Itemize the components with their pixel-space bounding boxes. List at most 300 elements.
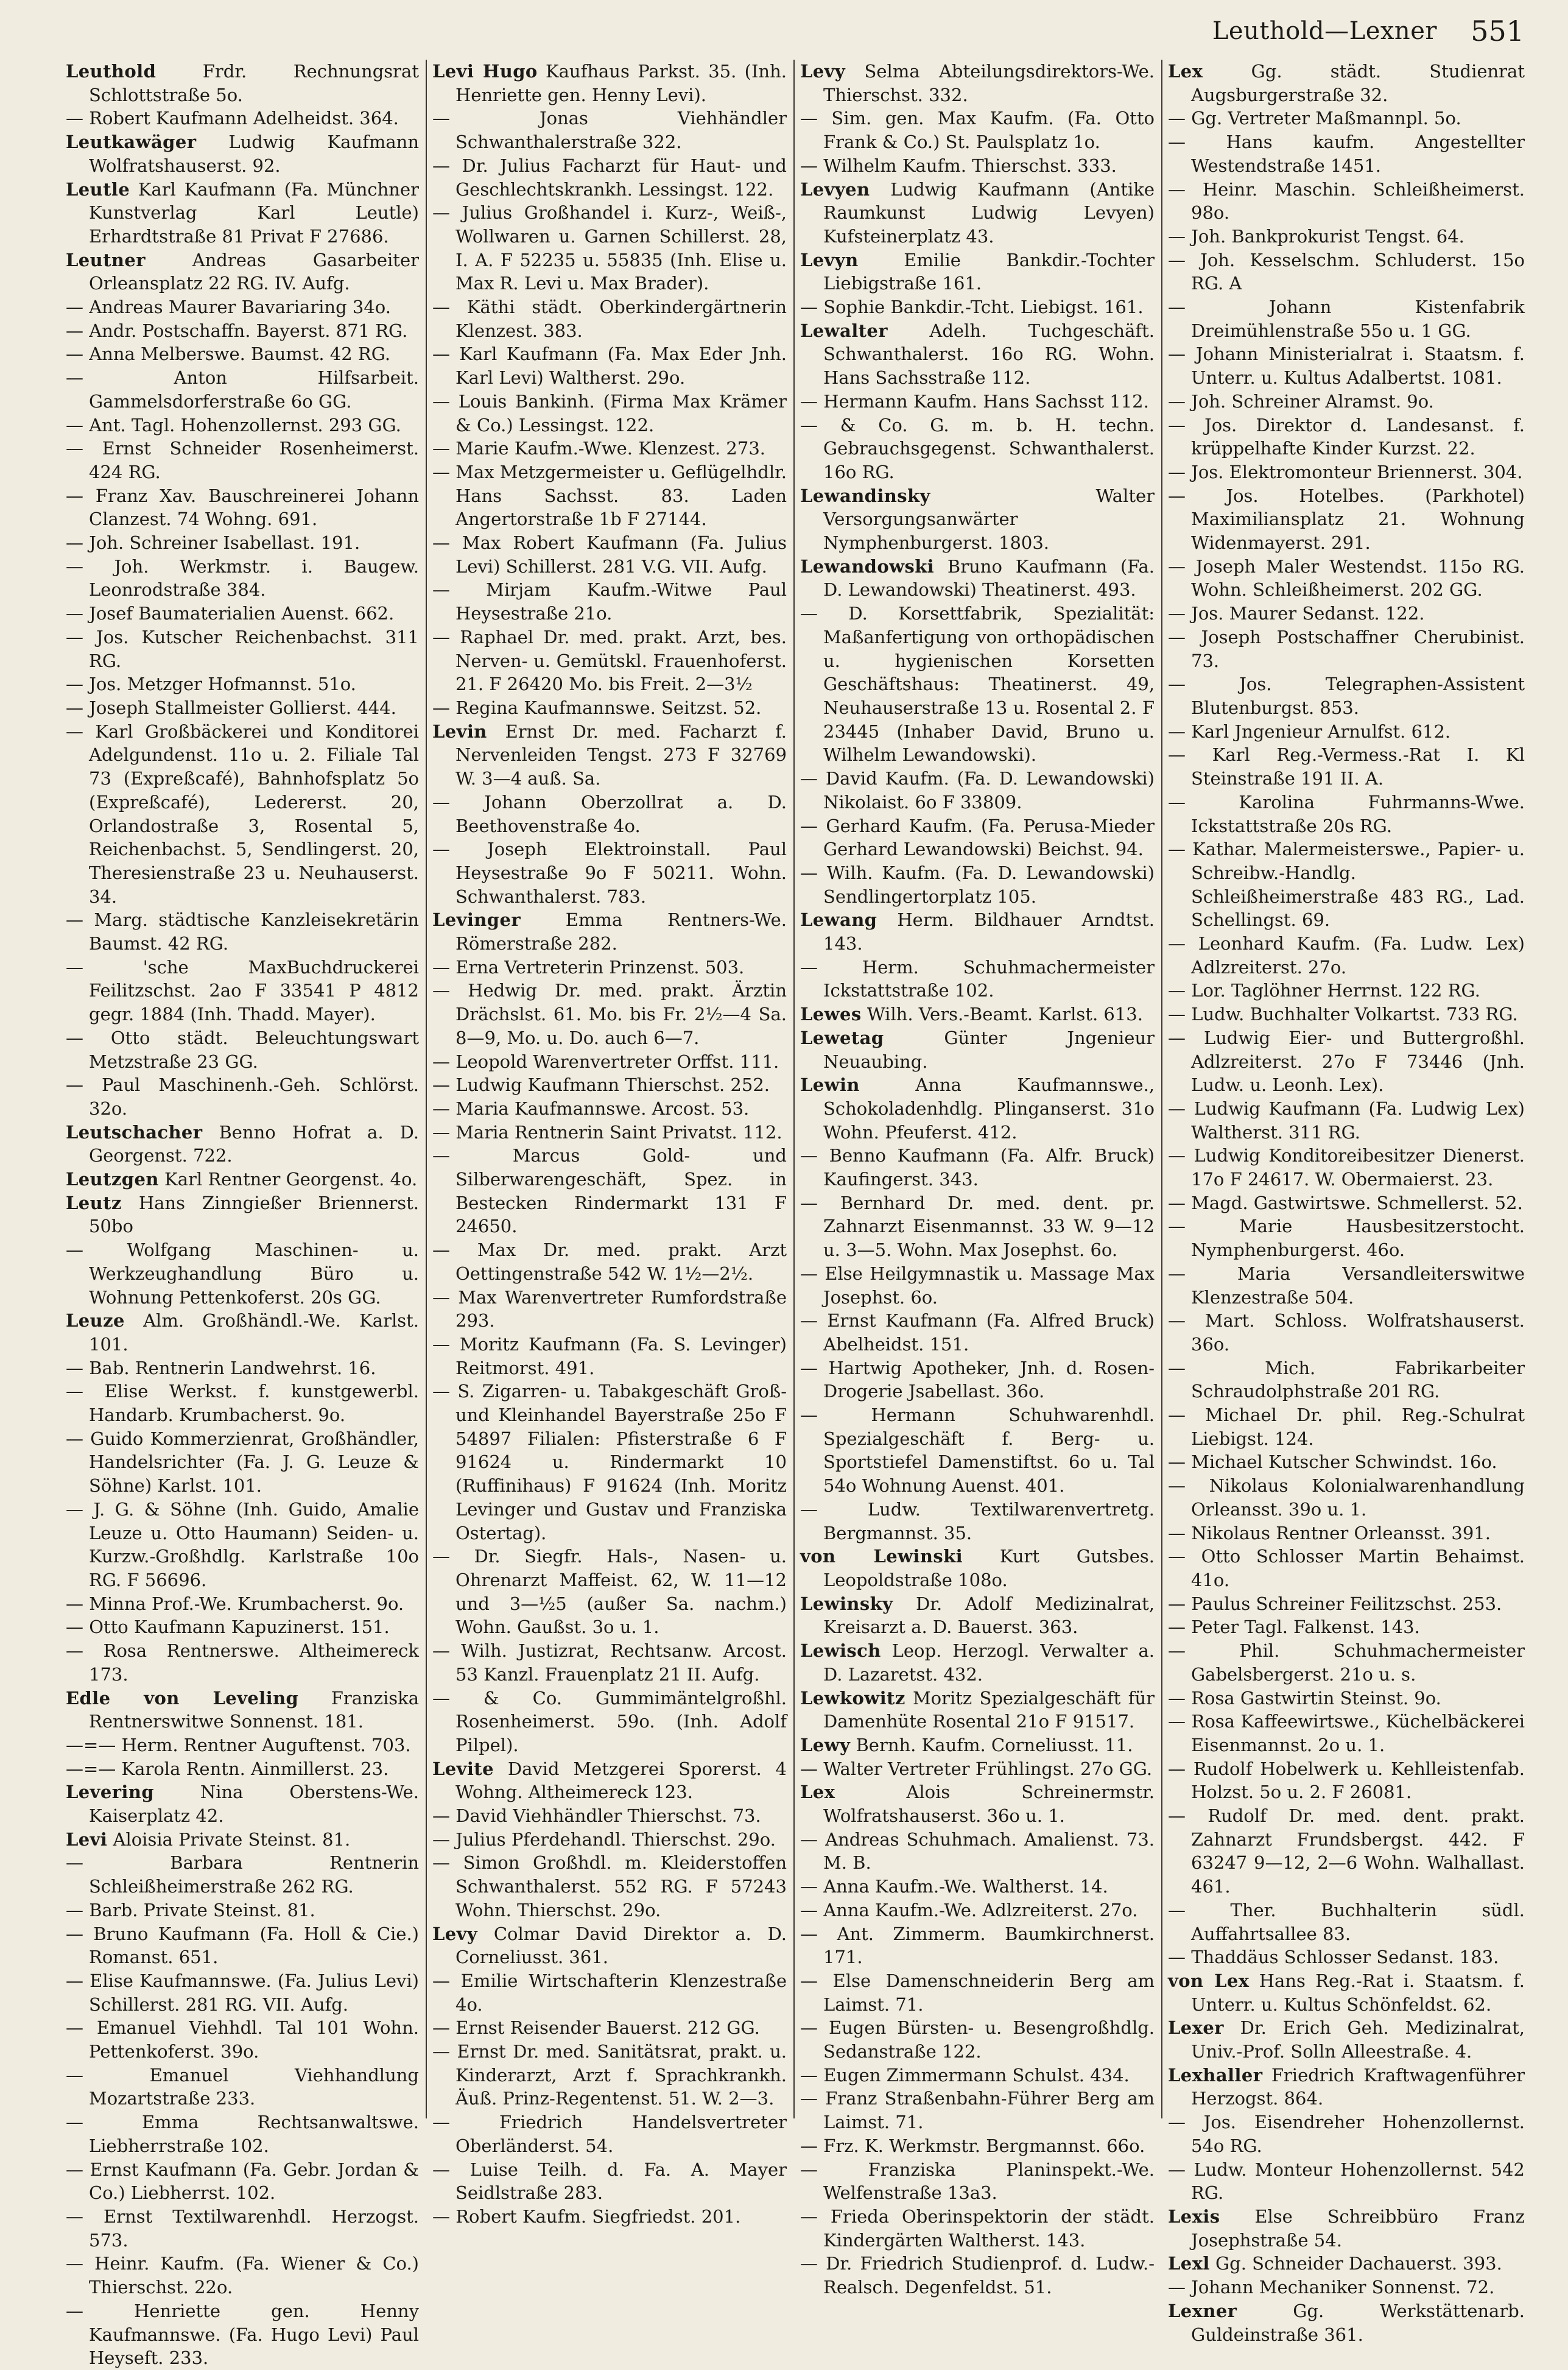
- directory-entry: [432, 1286, 787, 1333]
- entry-details: — Elise Werkst. f. kunstgewerbl. Handarb. Krumbacherst. 9o.: [66, 1381, 419, 1426]
- entry-details: — Maria Rentnerin Saint Privatst. 112.: [432, 1121, 782, 1143]
- entry-surname: Levy: [800, 61, 846, 82]
- running-title: Leuthold—Lexner: [1212, 17, 1437, 45]
- entry-surname: Lexis: [1168, 2206, 1220, 2227]
- directory-entry: [1168, 460, 1525, 484]
- entry-details: — Franz Straßenbahn-Führer Berg am Laimst. 71.: [800, 2088, 1155, 2133]
- directory-entry: [1168, 1757, 1525, 1804]
- entry-details: Bruno Kaufmann (Fa. D. Lewandowski) Theatinerst. 493.: [823, 555, 1155, 601]
- entry-surname: Edle von Leveling: [66, 1687, 299, 1709]
- directory-entry: [800, 1899, 1155, 1922]
- directory-entry: [1168, 1003, 1525, 1026]
- directory-entry: [800, 414, 1155, 484]
- entry-details: — Dr. Friedrich Studienprof. d. Ludw.-Realsch. Degenfeldst. 51.: [800, 2253, 1155, 2298]
- entry-surname: Lewinsky: [800, 1593, 893, 1614]
- entry-details: — S. Zigarren- u. Tabakgeschäft Groß- und Kleinhandel Bayerstraße 25o F 54897 Filialen: Pfisterstraße 6 F 91624 u. Rindermarkt 10 (Ruffinihaus) F 91624 (Inh. Moritz Levinger und Gustav und Franziska Ostertag).: [432, 1381, 787, 1543]
- entry-surname: Leutz: [66, 1192, 122, 1213]
- entry-details: Frdr. Rechnungsrat Schlottstraße 5o.: [89, 61, 419, 105]
- entry-details: — Ernst Kaufmann (Fa. Alfred Bruck) Abelheidst. 151.: [800, 1310, 1155, 1355]
- entry-details: David Metzgerei Sporerst. 4 Wohng. Altheimereck 123.: [455, 1758, 787, 1803]
- entry-details: — Käthi städt. Oberkindergärtnerin Klenzest. 383.: [432, 297, 787, 341]
- entry-details: — D. Korsettfabrik, Spezialität: Maßanfertigung von orthopädischen u. hygienischen Korsetten Geschäftshaus: Theatinerst. 49, Neuhauserstraße 13 u. Rosental 2. F 23445 (Inhaber David, Bruno u. Wilhelm Lewandowski).: [800, 603, 1155, 766]
- entry-details: Emilie Bankdir.-Tochter Liebigstraße 161.: [823, 249, 1155, 294]
- entry-details: — Hermann Schuhwarenhdl. Spezialgeschäft f. Berg- u. Sportstiefel Damenstiftst. 6o u. Tal 54o Wohnung Auenst. 401.: [800, 1405, 1155, 1497]
- directory-entry: [66, 555, 419, 602]
- column-divider: [793, 60, 795, 2118]
- directory-entry: [1168, 743, 1525, 790]
- page-header: [0, 9, 1568, 55]
- entry-surname: Leuze: [66, 1310, 125, 1331]
- entry-surname: Leutner: [66, 249, 146, 270]
- directory-entry: [1168, 342, 1525, 389]
- directory-entry: [66, 531, 419, 555]
- entry-details: Karl Rentner Georgenst. 4o.: [164, 1169, 418, 1190]
- entry-details: — Gg. Vertreter Maßmannpl. 5o.: [1168, 108, 1461, 129]
- entry-details: — Marg. städtische Kanzleisekretärin Baumst. 42 RG.: [66, 909, 419, 954]
- directory-entry: [432, 2205, 787, 2229]
- entry-details: — Thaddäus Schlosser Sedanst. 183.: [1168, 1947, 1499, 1968]
- directory-entry: [432, 720, 787, 791]
- column-divider: [426, 60, 427, 2118]
- entry-details: — Rudolf Dr. med. dent. prakt. Zahnarzt Frundsbergst. 442. F 63247 9—12, 2—6 Wohn. Walhallast. 461.: [1168, 1805, 1525, 1897]
- directory-entry: [66, 1380, 419, 1427]
- directory-entry: [66, 956, 419, 1026]
- directory-entry: [1168, 295, 1525, 342]
- entry-surname: Levinger: [432, 909, 521, 931]
- directory-entry: [1168, 2111, 1525, 2157]
- entry-details: — Benno Kaufmann (Fa. Alfr. Bruck) Kaufingerst. 343.: [800, 1145, 1155, 1190]
- directory-entry: [432, 2111, 787, 2157]
- entry-details: — Jos. Direktor d. Landesanst. f. krüppelhafte Kinder Kurzst. 22.: [1168, 414, 1525, 459]
- directory-entry: [66, 342, 419, 366]
- directory-entry: [1168, 225, 1525, 249]
- entry-surname: Levyn: [800, 249, 859, 270]
- directory-entry: [800, 107, 1155, 153]
- entry-surname: Levering: [66, 1782, 154, 1803]
- directory-entry: [432, 1757, 787, 1804]
- directory-entry: [432, 107, 787, 153]
- entry-details: — Joseph Stallmeister Gollierst. 444.: [66, 697, 396, 718]
- entry-details: — Henriette gen. Henny Kaufmannswe. (Fa. Hugo Levi) Paul Heyseft. 233.: [66, 2300, 419, 2369]
- entry-details: Walter Versorgungsanwärter Nymphenburgerst. 1803.: [823, 485, 1155, 554]
- directory-entry: [800, 1780, 1155, 1827]
- entry-surname: Lewetag: [800, 1027, 884, 1048]
- directory-entry: [432, 1804, 787, 1828]
- directory-entry: [1168, 626, 1525, 672]
- directory-entry: [800, 2205, 1155, 2252]
- directory-entry: [800, 555, 1155, 602]
- directory-column-2: [432, 60, 787, 2227]
- directory-entry: [66, 2016, 419, 2063]
- directory-entry: [66, 1615, 419, 1639]
- directory-entry: [432, 696, 787, 720]
- entry-details: — Peter Tagl. Falkenst. 143.: [1168, 1617, 1420, 1638]
- directory-entry: [66, 178, 419, 249]
- directory-entry: [66, 1073, 419, 1120]
- entry-details: — Nikolaus Kolonialwarenhandlung Orleansst. 39o u. 1.: [1168, 1475, 1525, 1520]
- entry-details: — J. G. & Söhne (Inh. Guido, Amalie Leuze u. Otto Haumann) Seiden- u. Kurzw.-Großhdlg. Karlstraße 10o RG. F 56696.: [66, 1498, 419, 1590]
- directory-entry: [432, 460, 787, 531]
- entry-details: — Ernst Kaufmann (Fa. Gebr. Jordan & Co.) Liebherrst. 102.: [66, 2159, 419, 2204]
- directory-entry: [800, 908, 1155, 955]
- directory-entry: [66, 130, 419, 177]
- entry-surname: von Lex: [1168, 1970, 1250, 1991]
- entry-details: — Joseph Elektroinstall. Paul Heysestraße 9o F 50211. Wohn. Schwanthalerst. 783.: [432, 839, 787, 907]
- directory-entry: [1168, 107, 1525, 130]
- entry-details: — & Co. Gummimäntelgroßhl. Rosenheimerst. 59o. (Inh. Adolf Pilpel).: [432, 1687, 787, 1755]
- directory-entry: [432, 342, 787, 389]
- directory-entry: [800, 2064, 1155, 2087]
- directory-entry: [1168, 2205, 1525, 2252]
- directory-entry: [432, 390, 787, 437]
- page-number: 551: [1471, 15, 1524, 48]
- directory-entry: [800, 178, 1155, 249]
- entry-details: — Bernhard Dr. med. dent. pr. Zahnarzt Eisenmannst. 33 W. 9—12 u. 3—5. Wohn. Max Josephst. 6o.: [800, 1192, 1155, 1261]
- directory-entry: [66, 626, 419, 672]
- directory-entry: [800, 1309, 1155, 1356]
- entry-details: — Max Robert Kaufmann (Fa. Julius Levi) Schillerst. 281 V.G. VII. Aufg.: [432, 532, 787, 577]
- directory-entry: [1168, 178, 1525, 225]
- entry-details: — Sim. gen. Max Kaufm. (Fa. Otto Frank & Co.) St. Paulsplatz 1o.: [800, 108, 1155, 153]
- entry-details: — Eugen Bürsten- u. Besengroßhdlg. Sedanstraße 122.: [800, 2017, 1155, 2062]
- directory-entry: [66, 908, 419, 955]
- entry-details: — Johann Ministerialrat i. Staatsm. f. Unterr. u. Kultus Adalbertst. 1081.: [1168, 344, 1525, 389]
- directory-entry: [1168, 1403, 1525, 1450]
- entry-details: — Eugen Zimmermann Schulst. 434.: [800, 2064, 1130, 2086]
- directory-entry: [66, 672, 419, 696]
- entry-details: — Mich. Fabrikarbeiter Schraudolphstraße 201 RG.: [1168, 1357, 1525, 1402]
- entry-details: Friedrich Kraftwagenführer Herzogst. 864.: [1191, 2064, 1525, 2109]
- directory-entry: [800, 1757, 1155, 1781]
- directory-entry: [800, 319, 1155, 390]
- entry-details: Kurt Gutsbes. Leopoldstraße 108o.: [823, 1546, 1155, 1590]
- directory-entry: [66, 60, 419, 107]
- entry-details: — Kathar. Malermeisterswe., Papier- u. Schreibw.-Handlg. Schleißheimerstraße 483 RG., Lad. Schellingst. 69.: [1168, 839, 1525, 931]
- directory-entry: [66, 1780, 419, 1827]
- entry-details: — Else Damenschneiderin Berg am Laimst. 71.: [800, 1970, 1155, 2015]
- directory-entry: [432, 908, 787, 955]
- entry-details: — Ludwig Kaufmann (Fa. Ludwig Lex) Waltherst. 311 RG.: [1168, 1098, 1525, 1143]
- directory-entry: [66, 1238, 419, 1309]
- entry-details: — Jos. Eisendreher Hohenzollernst. 54o RG.: [1168, 2112, 1525, 2156]
- entry-surname: Lewin: [800, 1074, 860, 1096]
- directory-entry: [800, 956, 1155, 1003]
- entry-details: — Regina Kaufmannswe. Seitzst. 52.: [432, 697, 762, 718]
- directory-entry: [432, 154, 787, 201]
- entry-details: — Max Dr. med. prakt. Arzt Oettingenstraße 542 W. 1½—2½.: [432, 1240, 787, 1284]
- entry-details: — Barbara Rentnerin Schleißheimerstraße 262 RG.: [66, 1852, 419, 1897]
- entry-details: — Otto städt. Beleuchtungswart Metzstraße 23 GG.: [66, 1027, 419, 1072]
- directory-entry: [800, 2134, 1155, 2158]
- entry-details: Selma Abteilungsdirektors-We. Thierschst. 332.: [823, 61, 1155, 105]
- entry-surname: Lex: [800, 1782, 835, 1803]
- directory-entry: [432, 1144, 787, 1238]
- entry-details: — Ernst Reisender Bauerst. 212 GG.: [432, 2017, 760, 2039]
- entry-surname: Lewisch: [800, 1640, 881, 1662]
- directory-entry: [66, 602, 419, 626]
- directory-entry: [432, 1969, 787, 2016]
- entry-details: — Karolina Fuhrmanns-Wwe. Ickstattstraße 20s RG.: [1168, 791, 1525, 836]
- entry-surname: Lewandowski: [800, 555, 935, 577]
- directory-entry: [432, 578, 787, 625]
- directory-entry: [66, 1191, 419, 1238]
- entry-surname: Levy: [432, 1923, 478, 1944]
- directory-entry: [800, 2087, 1155, 2134]
- directory-entry: [800, 602, 1155, 767]
- directory-entry: [66, 2158, 419, 2205]
- entry-details: — Louis Bankinh. (Firma Max Krämer & Co.) Lessingst. 122.: [432, 390, 787, 436]
- entry-details: — Joh. Bankprokurist Tengst. 64.: [1168, 225, 1464, 247]
- directory-entry: [66, 437, 419, 484]
- entry-details: — Nikolaus Rentner Orleansst. 391.: [1168, 1522, 1491, 1543]
- directory-entry: [1168, 1474, 1525, 1521]
- directory-entry: [432, 201, 787, 295]
- entry-details: Gg. Schneider Dachauerst. 393.: [1215, 2253, 1502, 2274]
- entry-details: — Lor. Taglöhner Herrnst. 122 RG.: [1168, 980, 1480, 1001]
- directory-entry: [1168, 932, 1525, 979]
- directory-entry: [432, 1121, 787, 1144]
- entry-details: — Wilhelm Kaufm. Thierschst. 333.: [800, 155, 1117, 176]
- directory-entry: [66, 1757, 419, 1781]
- entry-details: — Mart. Schloss. Wolfratshauserst. 36o.: [1168, 1310, 1525, 1355]
- entry-details: — Sophie Bankdir.-Tcht. Liebigst. 161.: [800, 297, 1144, 318]
- entry-surname: Levite: [432, 1758, 494, 1779]
- entry-details: Andreas Gasarbeiter Orleansplatz 22 RG. IV. Aufg.: [89, 249, 419, 294]
- directory-column-4: [1168, 60, 1525, 2345]
- entry-details: — Joh. Werkmstr. i. Baugew. Leonrodstraße 384.: [66, 555, 419, 601]
- entry-details: — Magd. Gastwirtswe. Schmellerst. 52.: [1168, 1192, 1523, 1213]
- directory-entry: [800, 1403, 1155, 1498]
- entry-surname: Lewandinsky: [800, 485, 930, 506]
- entry-details: — Julius Pferdehandl. Thierschst. 29o.: [432, 1829, 776, 1850]
- directory-entry: [66, 1592, 419, 1616]
- entry-details: Bernh. Kaufm. Corneliusst. 11.: [856, 1734, 1133, 1755]
- entry-details: —=— Karola Rentn. Ainmillerst. 23.: [66, 1758, 389, 1779]
- directory-entry: [66, 484, 419, 531]
- directory-entry: [1168, 484, 1525, 555]
- entry-details: Adelh. Tuchgeschäft. Schwanthalerst. 16o RG. Wohn. Hans Sachsstraße 112.: [823, 320, 1155, 389]
- entry-surname: Lexhaller: [1168, 2064, 1263, 2086]
- directory-entry: [800, 1073, 1155, 1144]
- entry-surname: Lewang: [800, 909, 877, 931]
- entry-details: Emma Rentners-We. Römerstraße 282.: [455, 909, 787, 954]
- directory-entry: [800, 390, 1155, 414]
- entry-details: — Otto Kaufmann Kapuzinerst. 151.: [66, 1617, 390, 1638]
- directory-entry: [1168, 838, 1525, 932]
- directory-entry: [66, 1687, 419, 1733]
- entry-details: Ernst Dr. med. Facharzt f. Nervenleiden Tengst. 273 F 32769 W. 3—4 auß. Sa.: [455, 721, 787, 789]
- entry-details: — Emanuel Viehhdl. Tal 101 Wohn. Pettenkoferst. 39o.: [66, 2017, 419, 2062]
- entry-details: — Rosa Rentnerswe. Altheimereck 173.: [66, 1640, 419, 1685]
- entry-details: Alois Schreinermstr. Wolfratshauserst. 36o u. 1.: [823, 1782, 1155, 1827]
- directory-entry: [800, 154, 1155, 178]
- entry-details: — Anna Melberswe. Baumst. 42 RG.: [66, 344, 391, 365]
- directory-entry: [800, 1003, 1155, 1026]
- directory-entry: [432, 1687, 787, 1757]
- directory-entry: [1168, 1215, 1525, 1261]
- directory-entry: [800, 767, 1155, 814]
- directory-entry: [1168, 2299, 1525, 2346]
- directory-entry: [432, 1922, 787, 1969]
- entry-details: — Josef Baumaterialien Auenst. 662.: [66, 603, 395, 624]
- directory-entry: [800, 1875, 1155, 1899]
- directory-entry: [432, 1073, 787, 1097]
- directory-entry: [800, 249, 1155, 295]
- column-divider: [1161, 60, 1162, 2118]
- entry-details: — Robert Kaufmann Adelheidst. 364.: [66, 108, 399, 129]
- directory-entry: [800, 1026, 1155, 1073]
- directory-entry: [66, 696, 419, 720]
- entry-details: — Anna Kaufm.-We. Adlzreiterst. 27o.: [800, 1899, 1138, 1920]
- directory-entry: [1168, 414, 1525, 460]
- directory-entry: [800, 295, 1155, 319]
- entry-details: — Michael Kutscher Schwindst. 16o.: [1168, 1451, 1497, 1473]
- entry-details: — Wilh. Justizrat, Rechtsanw. Arcost. 53 Kanzl. Frauenplatz 21 II. Aufg.: [432, 1640, 787, 1685]
- directory-entry: [66, 2111, 419, 2157]
- entry-details: — David Viehhändler Thierschst. 73.: [432, 1805, 761, 1827]
- entry-details: Hans Zinngießer Briennerst. 50bo: [89, 1192, 419, 1237]
- entry-details: — Bruno Kaufmann (Fa. Holl & Cie.) Romanst. 651.: [66, 1923, 419, 1968]
- entry-details: — Emma Rechtsanwaltswe. Liebherrstraße 102.: [66, 2112, 419, 2156]
- entry-details: Colmar David Direktor a. D. Corneliusst. 361.: [455, 1923, 787, 1968]
- entry-details: — Erna Vertreterin Prinzenst. 503.: [432, 956, 745, 978]
- directory-entry: [1168, 1191, 1525, 1215]
- entry-details: — Ludw. Textilwarenvertretg. Bergmannst. 35.: [800, 1498, 1155, 1543]
- directory-entry: [800, 1144, 1155, 1191]
- directory-entry: [1168, 1356, 1525, 1403]
- entry-details: — Johann Mechaniker Sonnenst. 72.: [1168, 2277, 1495, 2298]
- entry-details: — Leopold Warenvertreter Orffst. 111.: [432, 1051, 779, 1072]
- entry-details: Kaufhaus Parkst. 35. (Inh. Henriette gen. Henny Levi).: [455, 61, 787, 105]
- entry-details: Benno Hofrat a. D. Georgenst. 722.: [89, 1121, 419, 1166]
- directory-entry: [432, 1828, 787, 1852]
- directory-entry: [1168, 1710, 1525, 1757]
- entry-details: — Heinr. Kaufm. (Fa. Wiener & Co.) Thierschst. 22o.: [66, 2253, 419, 2298]
- entry-details: — Karl Jngenieur Arnulfst. 612.: [1168, 721, 1451, 742]
- entry-details: — Dr. Julius Facharzt für Haut- und Geschlechtskrankh. Lessingst. 122.: [432, 155, 787, 200]
- directory-entry: [1168, 720, 1525, 744]
- directory-entry: [1168, 1639, 1525, 1686]
- entry-surname: Lewy: [800, 1734, 851, 1755]
- entry-details: — Heinr. Maschin. Schleißheimerst. 98o.: [1168, 178, 1525, 224]
- directory-entry: [800, 814, 1155, 861]
- entry-details: — Marcus Gold- und Silberwarengeschäft, Spez. in Bestecken Rindermarkt 131 F 24650.: [432, 1145, 787, 1237]
- entry-details: — Else Heilgymnastik u. Massage Max Josephst. 6o.: [800, 1263, 1155, 1308]
- entry-surname: Leutkawäger: [66, 132, 197, 153]
- entry-details: — Jos. Elektromonteur Briennerst. 304.: [1168, 461, 1523, 482]
- entry-details: — Paul Maschinenh.-Geh. Schlörst. 32o.: [66, 1074, 419, 1119]
- directory-entry: [800, 2158, 1155, 2205]
- directory-entry: [800, 1356, 1155, 1403]
- directory-entry: [432, 60, 787, 107]
- entry-details: Anna Kaufmannswe., Schokoladenhdlg. Plinganserst. 31o Wohn. Pfeuferst. 412.: [823, 1074, 1155, 1143]
- directory-entry: [66, 1969, 419, 2016]
- directory-entry: [800, 1592, 1155, 1639]
- directory-entry: [1168, 1309, 1525, 1356]
- entry-details: — Rosa Kaffeewirtswe., Küchelbäckerei Eisenmannst. 2o u. 1.: [1168, 1711, 1525, 1755]
- entry-details: — Wolfgang Maschinen- u. Werkzeughandlung Büro u. Wohnung Pettenkoferst. 20s GG.: [66, 1240, 419, 1308]
- directory-entry: [800, 1828, 1155, 1875]
- entry-surname: Lewalter: [800, 320, 888, 341]
- directory-entry: [800, 1733, 1155, 1757]
- entry-details: — Ant. Zimmerm. Baumkirchnerst. 171.: [800, 1923, 1155, 1968]
- entry-details: Franziska Rentnerswitwe Sonnenst. 181.: [89, 1687, 419, 1732]
- directory-columns: [66, 60, 1525, 2369]
- directory-entry: [800, 1191, 1155, 1262]
- entry-details: — Franz Xav. Bauschreinerei Johann Clanzest. 74 Wohng. 691.: [66, 485, 419, 530]
- entry-surname: Leutzgen: [66, 1169, 159, 1190]
- directory-entry: [432, 956, 787, 979]
- directory-entry: [66, 1356, 419, 1380]
- directory-entry: [1168, 979, 1525, 1003]
- directory-entry: [432, 2158, 787, 2205]
- entry-details: — Herm. Schuhmachermeister Ickstattstraße 102.: [800, 956, 1155, 1001]
- entry-details: Günter Jngenieur Neuaubing.: [823, 1027, 1155, 1072]
- directory-entry: [432, 1333, 787, 1380]
- entry-details: Ludwig Kaufmann (Antike Raumkunst Ludwig Levyen) Kufsteinerplatz 43.: [823, 178, 1155, 247]
- directory-entry: [66, 1026, 419, 1073]
- entry-details: Herm. Bildhauer Arndtst. 143.: [823, 909, 1155, 954]
- entry-surname: Leutschacher: [66, 1121, 203, 1143]
- entry-details: Dr. Erich Geh. Medizinalrat, Univ.-Prof. Solln Alleestraße. 4.: [1191, 2017, 1525, 2062]
- directory-entry: [800, 1922, 1155, 1969]
- entry-details: Aloisia Private Steinst. 81.: [113, 1829, 351, 1850]
- directory-entry: [432, 1545, 787, 1639]
- directory-entry: [1168, 1899, 1525, 1945]
- directory-column-3: [800, 60, 1155, 2298]
- directory-entry: [66, 295, 419, 319]
- entry-surname: Levi Hugo: [432, 61, 538, 82]
- directory-entry: [800, 1498, 1155, 1545]
- directory-entry: [432, 791, 787, 838]
- entry-details: — Simon Großhdl. m. Kleiderstoffen Schwanthalerst. 552 RG. F 57243 Wohn. Thierschst. 29o.: [432, 1852, 787, 1920]
- entry-details: — Andreas Maurer Bavariaring 34o.: [66, 297, 391, 318]
- entry-details: — Andreas Schuhmach. Amalienst. 73. M. B.: [800, 1829, 1155, 1874]
- directory-entry: [1168, 1026, 1525, 1097]
- directory-entry: [66, 1309, 419, 1356]
- directory-entry: [1168, 602, 1525, 626]
- entry-details: — Dr. Siegfr. Hals-, Nasen- u. Ohrenarzt Maffeist. 62, W. 11—12 und 3—½5 (außer Sa. nachm.) Wohn. Gaußst. 3o u. 1.: [432, 1546, 787, 1638]
- directory-entry: [432, 531, 787, 578]
- directory-entry: [66, 1851, 419, 1898]
- directory-entry: [1168, 249, 1525, 295]
- directory-entry: [1168, 555, 1525, 602]
- entry-details: — Moritz Kaufmann (Fa. S. Levinger) Reitmorst. 491.: [432, 1333, 787, 1378]
- entry-details: — Ludw. Monteur Hohenzollernst. 542 RG.: [1168, 2159, 1525, 2204]
- directory-entry: [1168, 1945, 1525, 1969]
- directory-entry: [66, 1121, 419, 1168]
- entry-details: — Elise Kaufmannswe. (Fa. Julius Levi) Schillerst. 281 RG. VII. Aufg.: [66, 1970, 419, 2015]
- entry-details: — Julius Großhandel i. Kurz-, Weiß-, Wollwaren u. Garnen Schillerst. 28, I. A. F 52235 u. 55835 (Inh. Elise u. Max R. Levi u. Max Brader).: [432, 202, 787, 294]
- directory-entry: [800, 2016, 1155, 2063]
- entry-surname: Levi: [66, 1829, 108, 1850]
- directory-entry: [66, 1828, 419, 1852]
- entry-details: — Bab. Rentnerin Landwehrst. 16.: [66, 1357, 376, 1378]
- entry-details: Nina Oberstens-We. Kaiserplatz 42.: [89, 1782, 419, 1827]
- directory-entry: [1168, 1450, 1525, 1474]
- directory-entry: [1168, 2252, 1525, 2276]
- entry-details: — Andr. Postschaffn. Bayerst. 871 RG.: [66, 320, 408, 341]
- directory-entry: [66, 1922, 419, 1969]
- entry-details: — Gerhard Kaufm. (Fa. Perusa-Mieder Gerhard Lewandowski) Beichst. 94.: [800, 815, 1155, 860]
- entry-surname: Lex: [1168, 61, 1203, 82]
- directory-entry: [1168, 1545, 1525, 1592]
- entry-details: — Ant. Tagl. Hohenzollernst. 293 GG.: [66, 414, 401, 436]
- entry-details: — Luise Teilh. d. Fa. A. Mayer Seidlstraße 283.: [432, 2159, 787, 2204]
- directory-entry: [1168, 2158, 1525, 2205]
- entry-surname: Leutle: [66, 178, 130, 200]
- entry-details: Hans Reg.-Rat i. Staatsm. f. Unterr. u. Kultus Schönfeldst. 62.: [1191, 1970, 1525, 2015]
